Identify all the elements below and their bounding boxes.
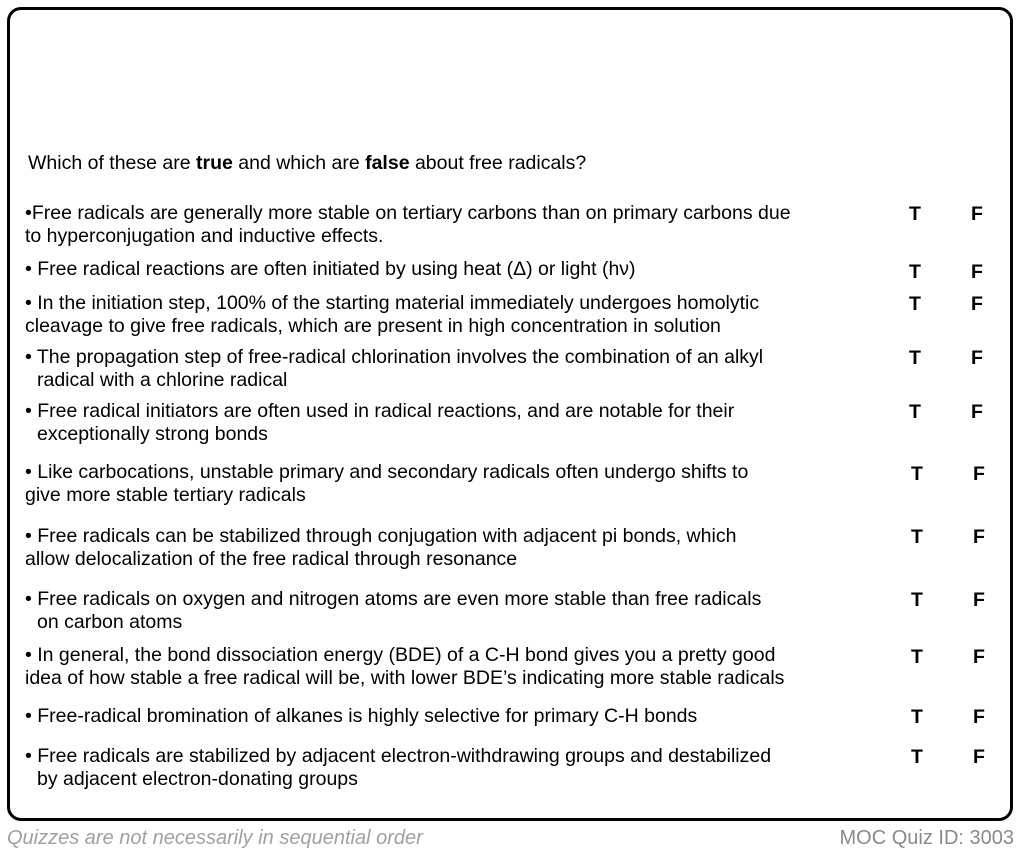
- true-option[interactable]: T: [911, 746, 923, 768]
- statement-line: • Free radicals can be stabilized through conjugation with adjacent pi bonds, which: [25, 525, 737, 547]
- true-option[interactable]: T: [909, 347, 921, 369]
- true-option[interactable]: T: [909, 261, 921, 283]
- false-option[interactable]: F: [971, 401, 983, 423]
- true-option[interactable]: T: [911, 589, 923, 611]
- false-option[interactable]: F: [973, 646, 985, 668]
- statement-item: [25, 461, 895, 507]
- statement-line: • In the initiation step, 100% of the starting material immediately undergoes homolytic: [25, 292, 760, 314]
- question-prompt: Which of these are true and which are false about free radicals?: [28, 152, 587, 174]
- true-option[interactable]: T: [911, 706, 923, 728]
- statement-line: • Free radical reactions are often initiated by using heat (Δ) or light (hν): [25, 258, 636, 280]
- statement-line: exceptionally strong bonds: [37, 423, 268, 445]
- statement-item: [25, 745, 895, 791]
- false-option[interactable]: F: [973, 589, 985, 611]
- true-option[interactable]: T: [911, 646, 923, 668]
- statement-item: [25, 202, 895, 248]
- false-option[interactable]: F: [973, 706, 985, 728]
- statement-line: • Free-radical bromination of alkanes is highly selective for primary C-H bonds: [25, 705, 698, 727]
- false-option[interactable]: F: [971, 347, 983, 369]
- statement-line: to hyperconjugation and inductive effects.: [25, 225, 384, 247]
- statement-line: allow delocalization of the free radical through resonance: [25, 548, 518, 570]
- statement-line: by adjacent electron-donating groups: [37, 768, 358, 790]
- statement-line: on carbon atoms: [37, 611, 183, 633]
- statement-line: •Free radicals are generally more stable on tertiary carbons than on primary carbons due: [25, 202, 791, 224]
- statement-item: [25, 400, 895, 446]
- statement-line: • The propagation step of free-radical chlorination involves the combination of an alkyl: [25, 346, 764, 368]
- false-option[interactable]: F: [971, 203, 983, 225]
- false-option[interactable]: F: [973, 526, 985, 548]
- true-option[interactable]: T: [909, 293, 921, 315]
- false-option[interactable]: F: [971, 293, 983, 315]
- statement-item: [25, 525, 895, 571]
- statement-line: cleavage to give free radicals, which are present in high concentration in solution: [25, 315, 721, 337]
- footer-note: Quizzes are not necessarily in sequential order: [7, 827, 423, 849]
- statement-item: [25, 292, 895, 338]
- statement-line: give more stable tertiary radicals: [25, 484, 306, 506]
- statement-line: radical with a chlorine radical: [37, 369, 288, 391]
- statement-item: [25, 346, 895, 392]
- false-option[interactable]: F: [973, 746, 985, 768]
- statement-line: • Like carbocations, unstable primary and secondary radicals often undergo shifts to: [25, 461, 749, 483]
- true-option[interactable]: T: [909, 203, 921, 225]
- statement-line: • Free radicals on oxygen and nitrogen atoms are even more stable than free radicals: [25, 588, 762, 610]
- quiz-id: MOC Quiz ID: 3003: [839, 827, 1014, 849]
- statement-item: [25, 644, 895, 690]
- true-option[interactable]: T: [911, 526, 923, 548]
- true-option[interactable]: T: [911, 463, 923, 485]
- true-option[interactable]: T: [909, 401, 921, 423]
- statement-line: • Free radicals are stabilized by adjacent electron-withdrawing groups and destabilized: [25, 745, 772, 767]
- statement-line: • Free radical initiators are often used in radical reactions, and are notable for their: [25, 400, 735, 422]
- false-option[interactable]: F: [971, 261, 983, 283]
- false-option[interactable]: F: [973, 463, 985, 485]
- false-word: false: [365, 152, 410, 174]
- statement-item: [25, 705, 895, 728]
- statement-line: idea of how stable a free radical will be, with lower BDE’s indicating more stable radicals: [25, 667, 785, 689]
- statement-line: • In general, the bond dissociation energy (BDE) of a C-H bond gives you a pretty good: [25, 644, 776, 666]
- statement-item: [25, 588, 895, 634]
- true-word: true: [196, 152, 233, 174]
- statement-item: [25, 258, 895, 281]
